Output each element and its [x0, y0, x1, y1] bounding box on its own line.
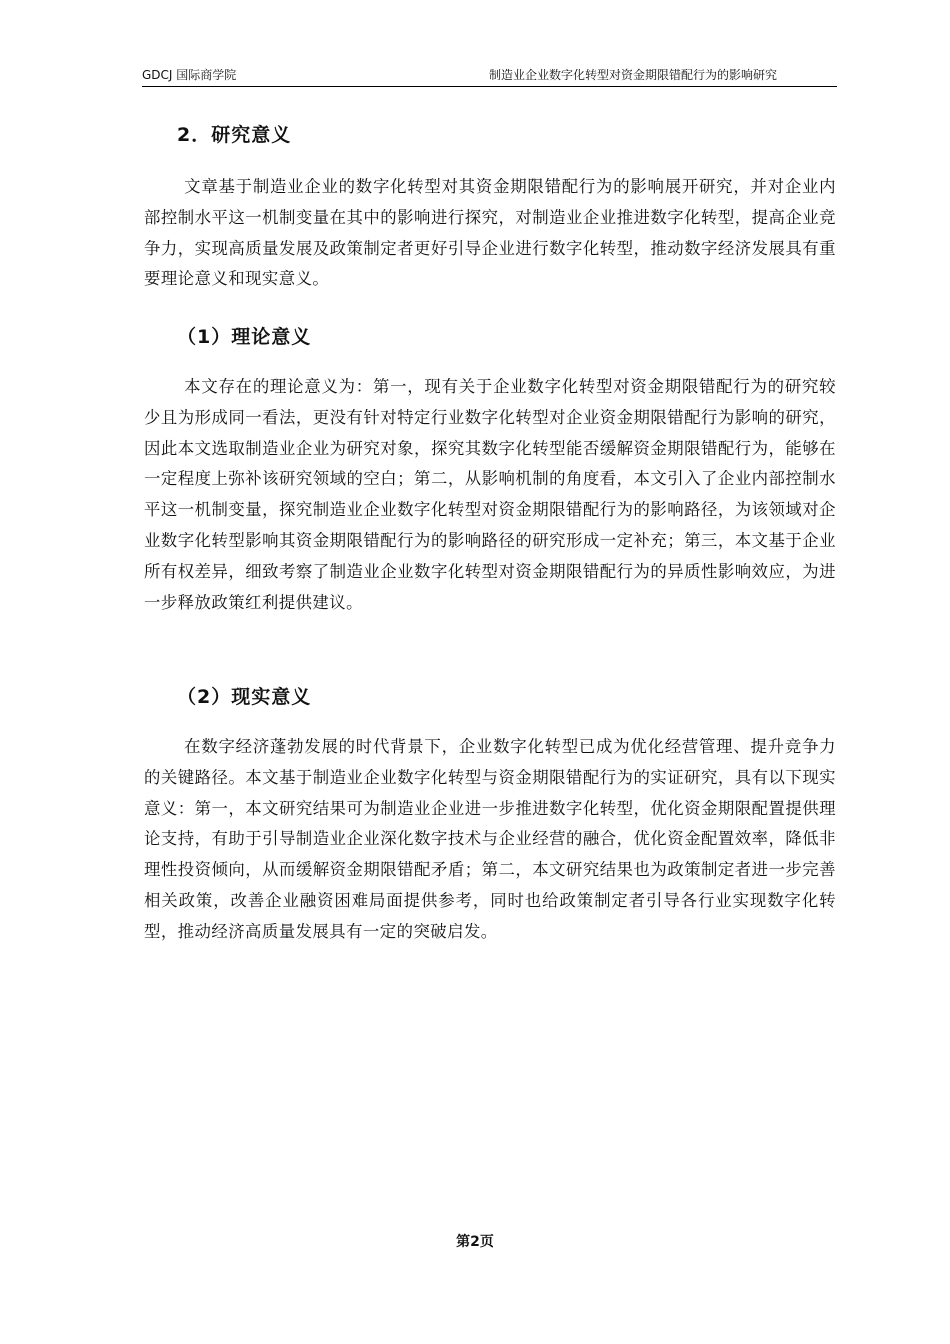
theory-paragraph: 本文存在的理论意义为：第一，现有关于企业数字化转型对资金期限错配行为的研究较少且为形成同一看法，更没有针对特定行业数字化转型对企业资金期限错配行为影响的研究，因此本文选取制造业企业为研究对象，探究其数字化转型能否缓解资金期限错配行为，能够在一定程度上弥补该研究领域的空白；第二，从影响机制的角度看，本文引入了企业内部控制水平这一机制变量，探究制造业企业数字化转型对资金期限错配行为的影响路径，为该领域对企业数字化转型影响其资金期限错配行为的影响路径的研究形成一定补充；第三，本文基于企业所有权差异，细致考察了制造业企业数字化转型对资金期限错配行为的异质性影响效应，为进一步释放政策红利提供建议。: [144, 377, 836, 612]
theory-heading: （1）理论意义: [177, 326, 312, 348]
page-header: [142, 66, 837, 87]
practice-heading: （2）现实意义: [177, 686, 312, 708]
practice-paragraph: 在数字经济蓬勃发展的时代背景下，企业数字化转型已成为优化经营管理、提升竞争力的关键路径。本文基于制造业企业数字化转型与资金期限错配行为的实证研究，具有以下现实意义：第一，本文研究结果可为制造业企业进一步推进数字化转型，优化资金期限配置提供理论支持，有助于引导制造业企业深化数字技术与企业经营的融合，优化资金配置效率，降低非理性投资倾向，从而缓解资金期限错配矛盾；第二，本文研究结果也为政策制定者进一步完善相关政策，改善企业融资困难局面提供参考，同时也给政策制定者引导各行业实现数字化转型，推动经济高质量发展具有一定的突破启发。: [144, 737, 836, 941]
header-thesis-title: 制造业企业数字化转型对资金期限错配行为的影响研究: [488, 68, 777, 82]
header-institution: GDCJ 国际商学院: [142, 68, 237, 82]
page-number: 第2页: [456, 1234, 494, 1250]
section-heading: 2．研究意义: [177, 124, 292, 146]
section-intro-paragraph: 文章基于制造业企业的数字化转型对其资金期限错配行为的影响展开研究，并对企业内部控制水平这一机制变量在其中的影响进行探究，对制造业企业推进数字化转型，提高企业竞争力，实现高质量发展及政策制定者更好引导企业进行数字化转型，推动数字经济发展具有重要理论意义和现实意义。: [144, 177, 836, 289]
